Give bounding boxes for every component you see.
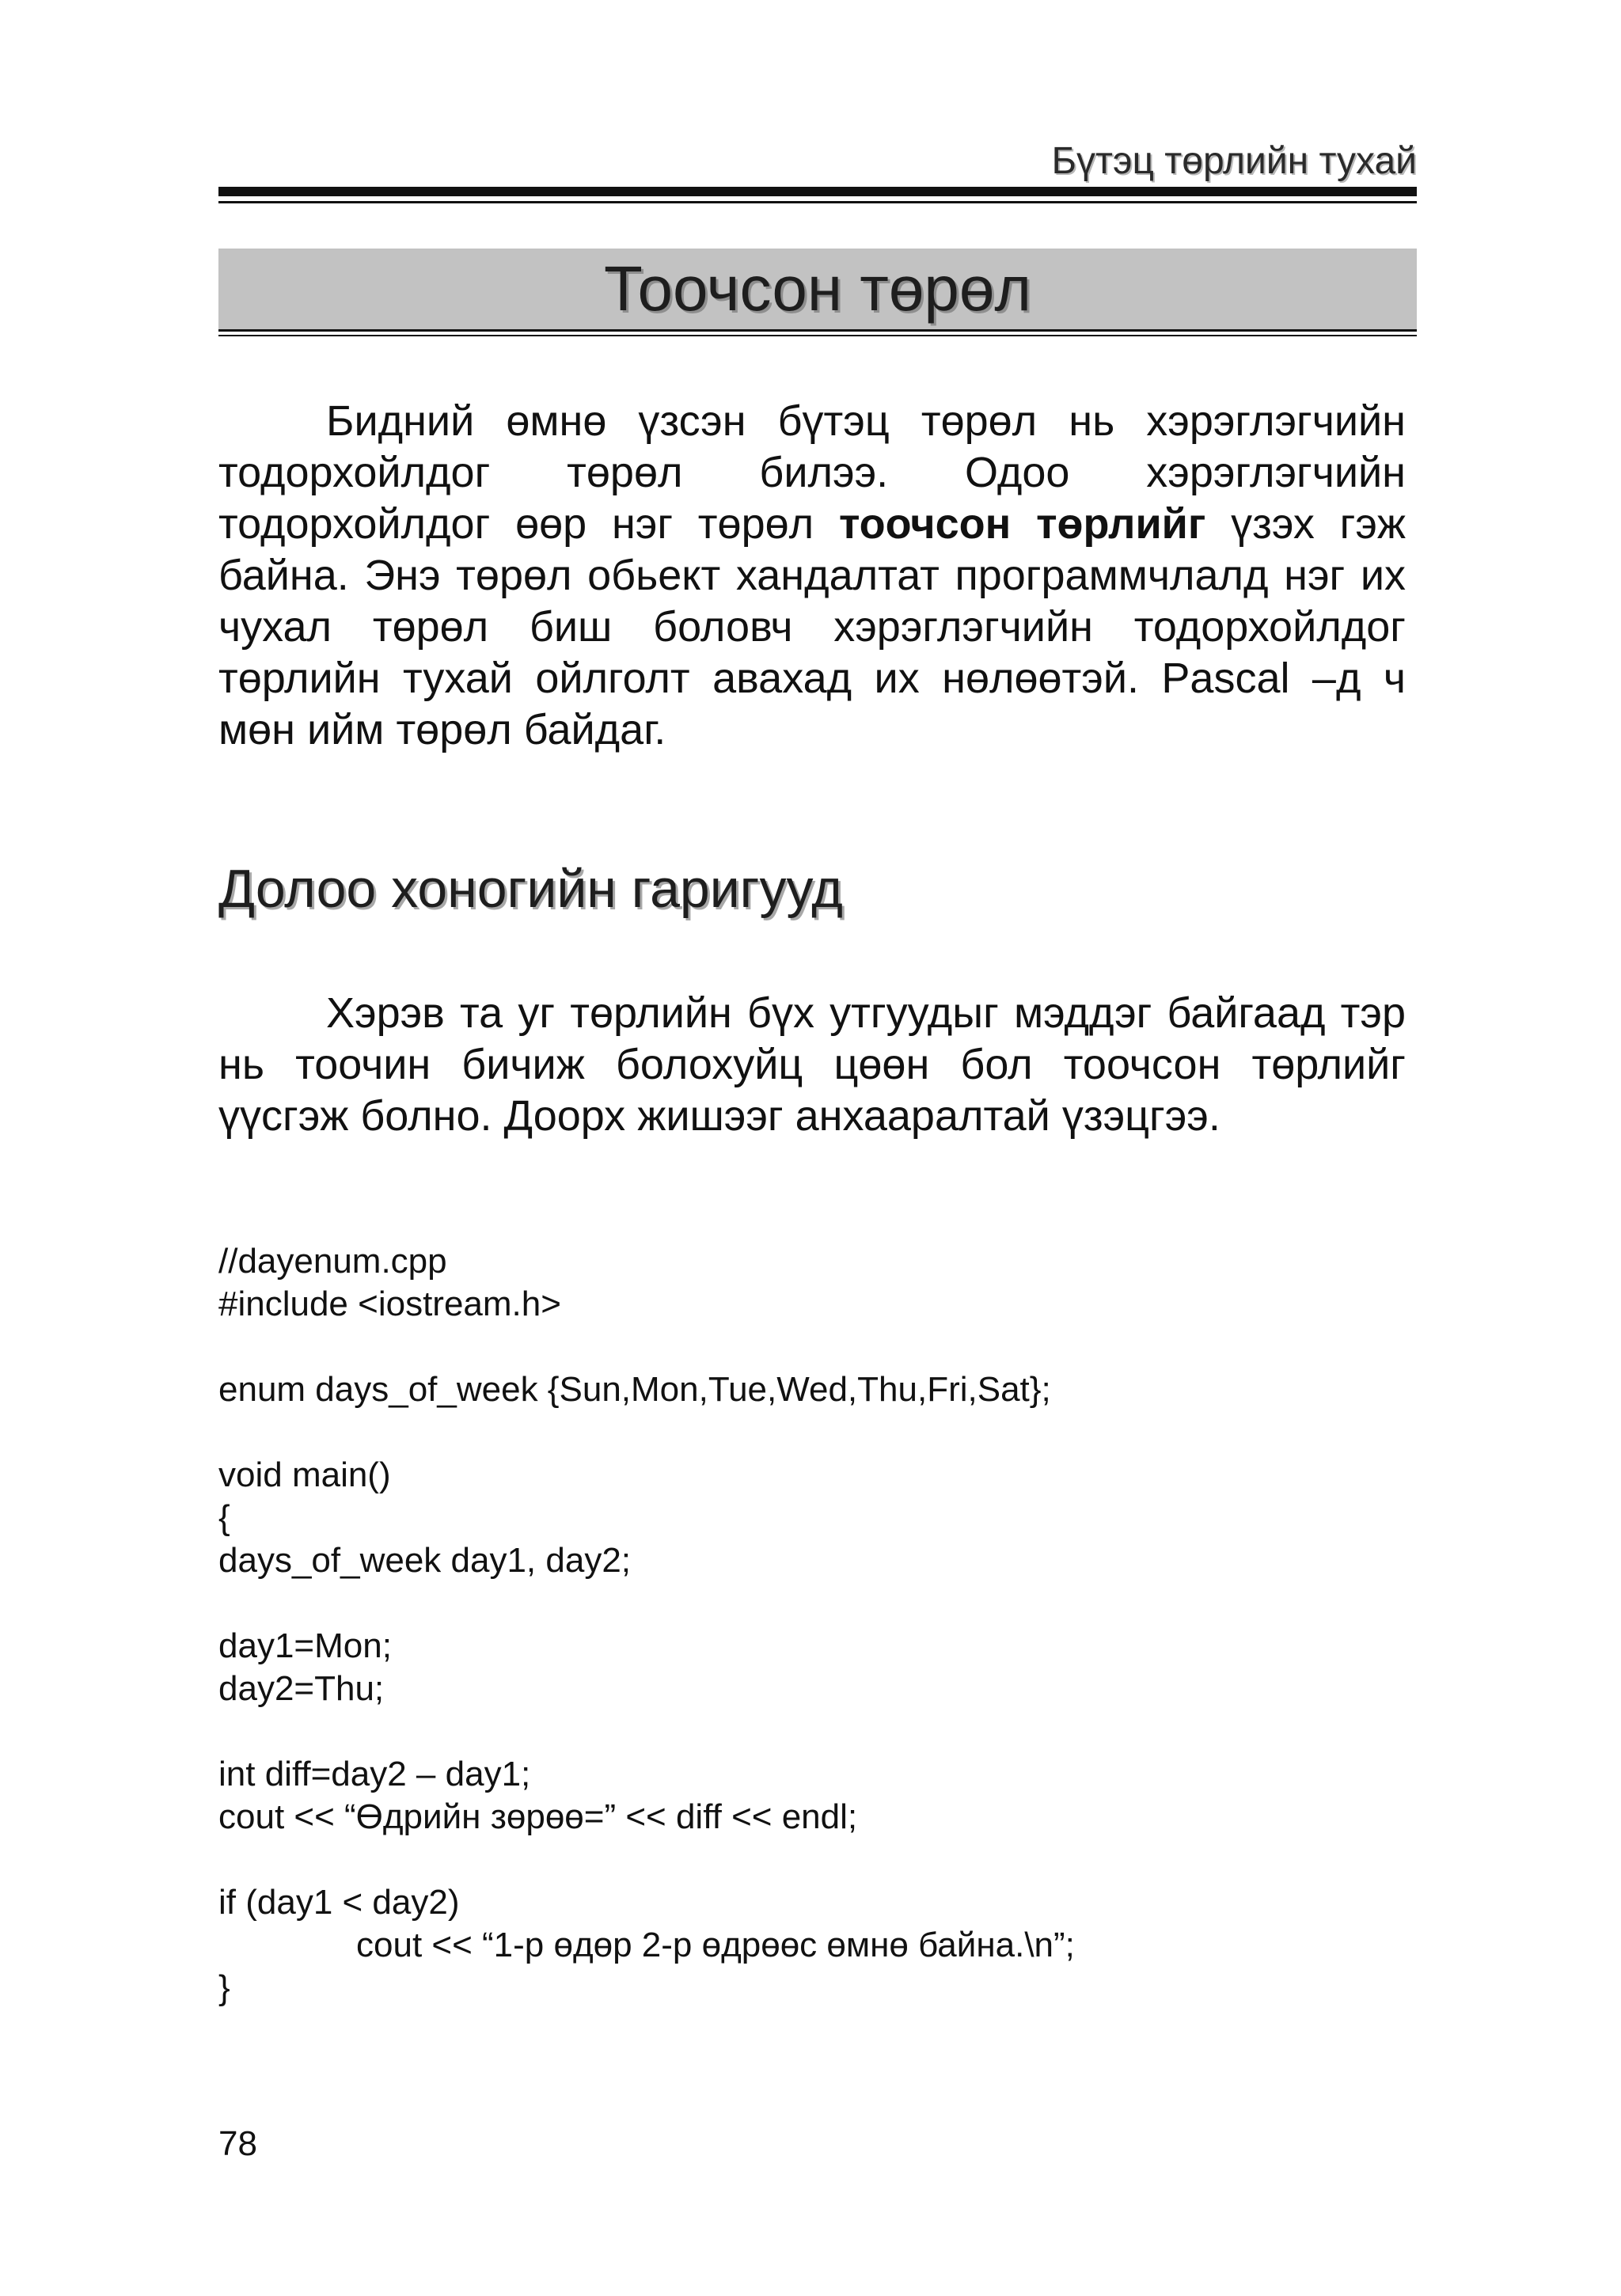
code-line (218, 1710, 1417, 1753)
chapter-title-rule-top (218, 329, 1417, 332)
section-paragraph (218, 988, 1406, 1142)
intro-paragraph (218, 396, 1406, 756)
code-line: cout << “1-р өдөр 2-р өдрөөс өмнө байна.\n”; (356, 1926, 1075, 1964)
chapter-title: Тоочсон төрөл (603, 253, 1032, 324)
code-line: cout << “Өдрийн зөрөө=” << diff << endl; (218, 1797, 858, 1836)
code-listing (218, 1240, 1417, 2009)
running-header: Бүтэц төрлийн тухай (1051, 140, 1417, 182)
code-line: int diff=day2 – day1; (218, 1755, 531, 1793)
section-title: Долоо хоногийн гаригууд (218, 859, 843, 919)
code-line: day1=Mon; (218, 1626, 392, 1665)
code-line: void main() (218, 1455, 391, 1494)
intro-text-end: үзэх гэж байна. Энэ төрөл обьект хандалтат программчлалд нэг их чухал төрөл биш боловч хэрэглэгчийн тодорхойлдог төрлийн тухай ойлголт авахад их нөлөөтэй. Pascal –д ч мөн ийм төрөл байдаг. (218, 500, 1407, 753)
code-line: } (218, 1968, 230, 2007)
code-line: if (day1 < day2) (218, 1883, 460, 1922)
intro-text-start: Бидний өмнө үзсэн бүтэц төрөл нь хэрэглэгчийн тодорхойлдог төрөл билээ. Одоо хэрэглэгчийн тодорхойлдог өөр нэг төрөл (218, 397, 1406, 548)
code-line: //dayenum.cpp (218, 1242, 447, 1281)
code-line (218, 1411, 1417, 1454)
code-line: days_of_week day1, day2; (218, 1541, 632, 1580)
section-text: Хэрэв та уг төрлийн бүх утгуудыг мэддэг байгаад тэр нь тоочин бичиж болохуйц цөөн бол тоочсон төрлийг үүсгэж болно. Доорх жишээг анхааралтай үзэцгээ. (218, 989, 1406, 1140)
page-number: 78 (218, 2124, 257, 2163)
code-line: enum days_of_week {Sun,Mon,Tue,Wed,Thu,Fri,Sat}; (218, 1370, 1051, 1409)
intro-bold-term: тоочсон төрлийг (838, 500, 1206, 548)
code-line: { (218, 1498, 230, 1537)
code-line: day2=Thu; (218, 1669, 385, 1708)
header-rule-thin (218, 201, 1417, 203)
header-rule-thick (218, 187, 1417, 196)
book-page (218, 0, 1417, 2296)
code-line (218, 1326, 1417, 1368)
code-line (218, 1582, 1417, 1625)
code-line: #include <iostream.h> (218, 1285, 561, 1323)
chapter-title-rule-bottom (218, 335, 1417, 336)
code-line (218, 1839, 1417, 1881)
